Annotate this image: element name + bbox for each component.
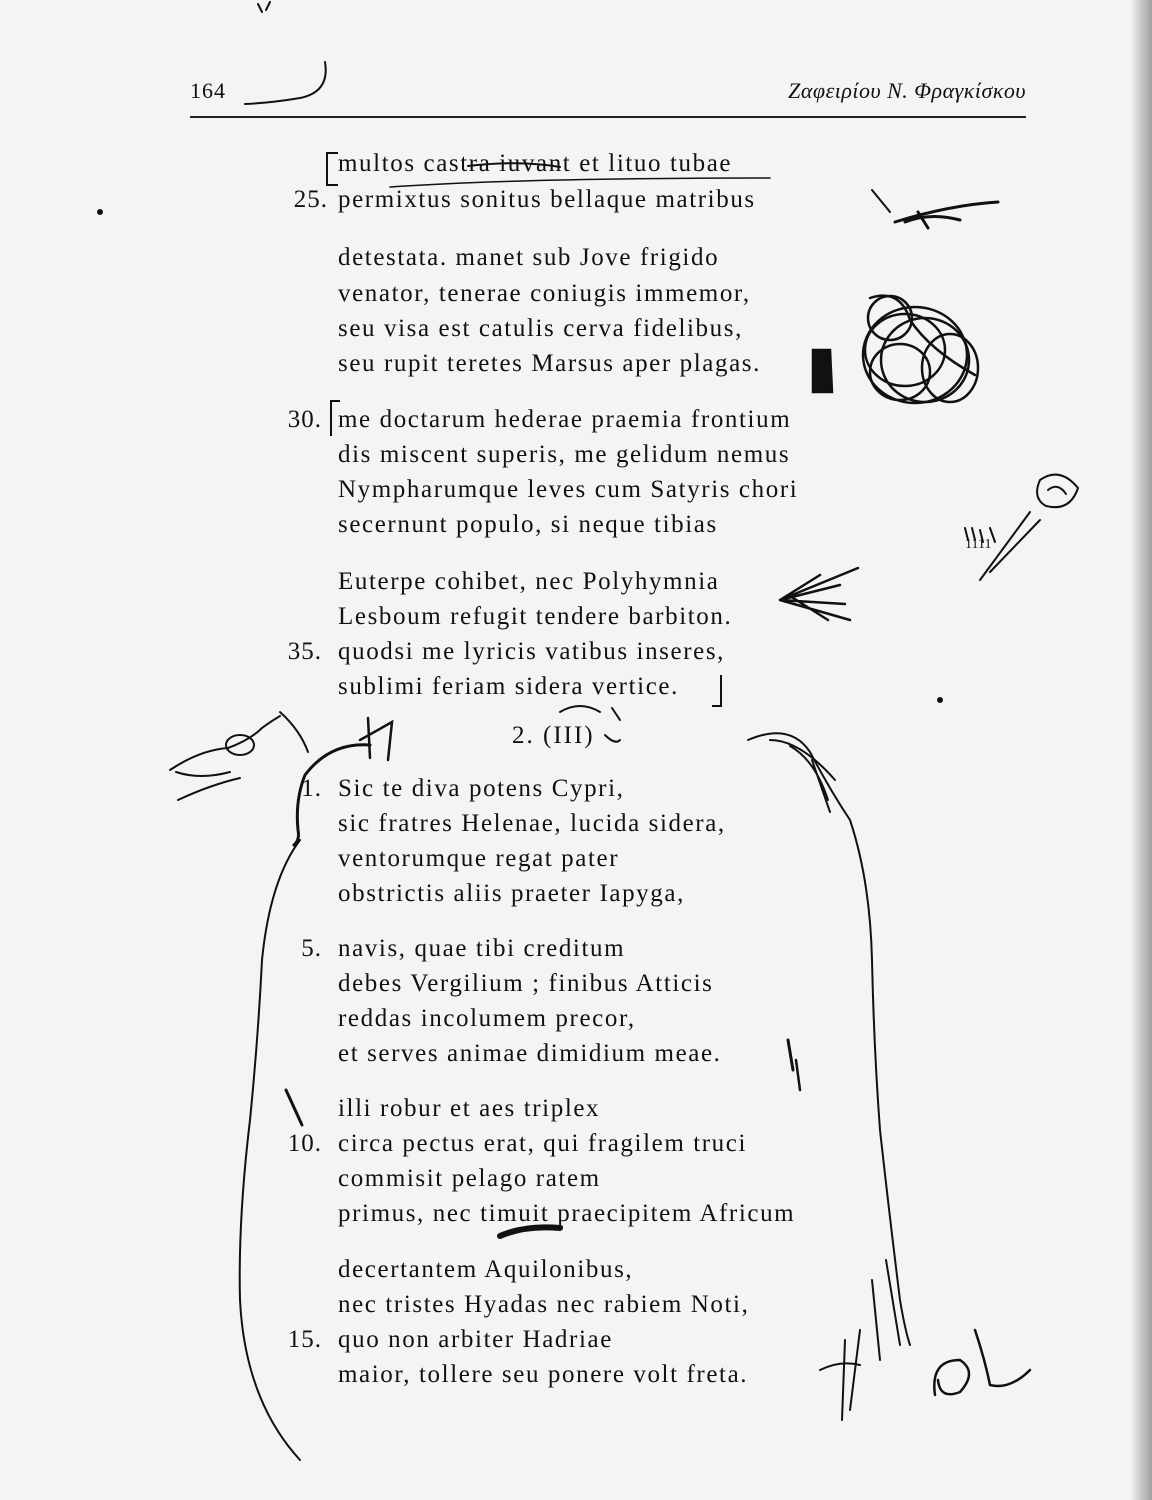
- verse-line: permixtus sonitus bellaque matribus: [338, 186, 756, 213]
- page-edge-shadow: [1130, 0, 1152, 1500]
- verse-line: Euterpe cohibet, nec Polyhymnia: [338, 568, 720, 595]
- verse-line: detestata. manet sub Jove frigido: [338, 244, 720, 271]
- open-bracket-mark: [330, 400, 340, 436]
- verse-line: dis miscent superis, me gelidum nemus: [338, 441, 791, 468]
- close-bracket-mark: [712, 675, 722, 707]
- verse-line: navis, quae tibi creditum: [338, 935, 626, 962]
- verse-line: multos castra iuvant et lituo tubae: [338, 150, 733, 177]
- verse-line: decertantem Aquilonibus,: [338, 1256, 634, 1283]
- verse-line: primus, nec timuit praecipitem Africum: [338, 1200, 796, 1227]
- verse-line: secernunt populo, si neque tibias: [338, 511, 718, 538]
- verse-line: obstrictis aliis praeter Iapyga,: [338, 880, 685, 907]
- running-head: Ζαφειρίου Ν. Φραγκίσκου: [788, 78, 1026, 103]
- line-number: 35.: [287, 638, 322, 665]
- verse-line: debes Vergilium ; finibus Atticis: [338, 970, 714, 997]
- verse-line: Nympharumque leves cum Satyris chori: [338, 476, 799, 503]
- verse-line: Lesboum refugit tendere barbiton.: [338, 603, 733, 630]
- verse-line: me doctarum hederae praemia frontium: [338, 406, 792, 433]
- page-number: 164: [190, 78, 226, 103]
- verse-line: Sic te diva potens Cypri,: [338, 775, 625, 802]
- verse-line: circa pectus erat, qui fragilem truci: [338, 1130, 748, 1157]
- verse-line: seu rupit teretes Marsus aper plagas.: [338, 350, 761, 377]
- verse-line: quo non arbiter Hadriae: [338, 1326, 613, 1353]
- verse-line: ventorumque regat pater: [338, 845, 620, 872]
- verse-line: illi robur et aes triplex: [338, 1095, 601, 1122]
- verse-line: sic fratres Helenae, lucida sidera,: [338, 810, 726, 837]
- line-number: 25.: [293, 186, 328, 213]
- line-number: 10.: [287, 1130, 322, 1157]
- verse-line: seu visa est catulis cerva fidelibus,: [338, 315, 743, 342]
- line-number: 15.: [287, 1326, 322, 1353]
- verse-line: et serves animae dimidium meae.: [338, 1040, 722, 1067]
- verse-line: nec tristes Hyadas nec rabiem Noti,: [338, 1291, 750, 1318]
- verse-line: sublimi feriam sidera vertice.: [338, 673, 679, 700]
- header-rule: [190, 116, 1026, 118]
- margin-scribble: 1111: [965, 537, 992, 552]
- verse-line: venator, tenerae coniugis immemor,: [338, 280, 751, 307]
- verse-line: quodsi me lyricis vatibus inseres,: [338, 638, 725, 665]
- line-number: 30.: [287, 406, 322, 433]
- page-header: [190, 78, 1026, 110]
- line-number: 1.: [301, 775, 322, 802]
- verse-line: commisit pelago ratem: [338, 1165, 601, 1192]
- verse-line: maior, tollere seu ponere volt freta.: [338, 1361, 749, 1388]
- poem-title: 2. (III): [512, 722, 595, 749]
- verse-line: reddas incolumem precor,: [338, 1005, 636, 1032]
- open-bracket-mark: [326, 152, 338, 186]
- line-number: 5.: [301, 935, 322, 962]
